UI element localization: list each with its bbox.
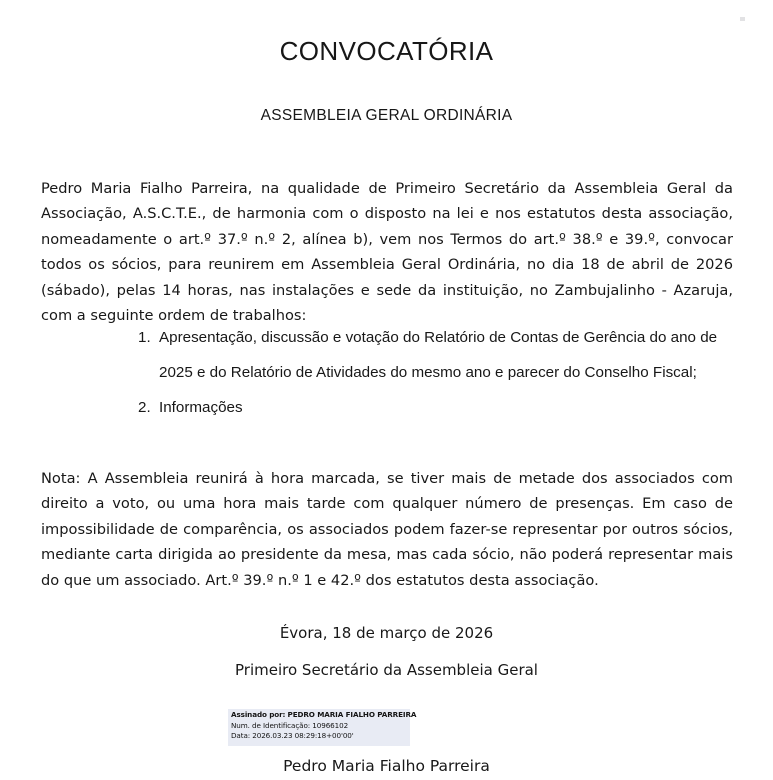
ordem-de-trabalhos-list — [138, 320, 738, 425]
document-subtitle: ASSEMBLEIA GERAL ORDINÁRIA — [260, 107, 513, 124]
scan-artifact-icon — [740, 17, 745, 21]
list-item — [138, 390, 738, 425]
list-item-text: Informações — [159, 399, 243, 416]
signer-printed-name: Pedro Maria Fialho Parreira — [283, 757, 490, 775]
signature-signed-by-line — [231, 710, 417, 721]
signature-signer-name: PEDRO MARIA FIALHO PARREIRA — [287, 710, 417, 719]
digital-signature-stamp — [228, 709, 417, 746]
signature-id-line: Num. de Identificação: 10966102 — [231, 720, 349, 730]
list-item-text: Apresentação, discussão e votação do Relatório de Contas de Gerência do ano de 2025 e do Relatório de Atividades do mesmo ano e parecer do Conselho Fiscal; — [159, 329, 718, 381]
closing-place-date: Évora, 18 de março de 2026 — [279, 624, 494, 642]
list-item-number: 1. — [138, 329, 151, 346]
paragraph-nota: Nota: A Assembleia reunirá à hora marcada, se tiver mais de metade dos associados com direito a voto, ou uma hora mais tarde com qualquer número de presenças. Em caso de impossibilidade de comparência, os associados podem fazer-se representar por outros sócios, mediante carta dirigida ao presidente da mesa, mas cada sócio, não poderá representar mais do que um associado. Art.º 39.º n.º 1 e 42.º dos estatutos desta associação. — [41, 470, 733, 589]
list-item — [138, 320, 738, 390]
closing-role: Primeiro Secretário da Assembleia Geral — [235, 661, 538, 679]
signature-date-line: Data: 2026.03.23 08:29:18+00'00' — [231, 731, 354, 741]
page-title: CONVOCATÓRIA — [279, 36, 494, 66]
signature-signed-by-label: Assinado por: — [231, 710, 286, 719]
list-item-number: 2. — [138, 399, 151, 416]
paragraph-convocacao: Pedro Maria Fialho Parreira, na qualidade de Primeiro Secretário da Assembleia Geral da Associação, A.S.C.T.E., de harmonia com o disposto na lei e nos estatutos desta associação, nomeadamente o art.º 37.º n.º 2, alínea b), vem nos Termos do art.º 38.º e 39.º, convocar todos os sócios, para reunirem em Assembleia Geral Ordinária, no dia 18 de abril de 2026 (sábado), pelas 14 horas, nas instalações e sede da instituição, no Zambujalinho - Azaruja, com a seguinte ordem de trabalhos: — [41, 180, 733, 325]
